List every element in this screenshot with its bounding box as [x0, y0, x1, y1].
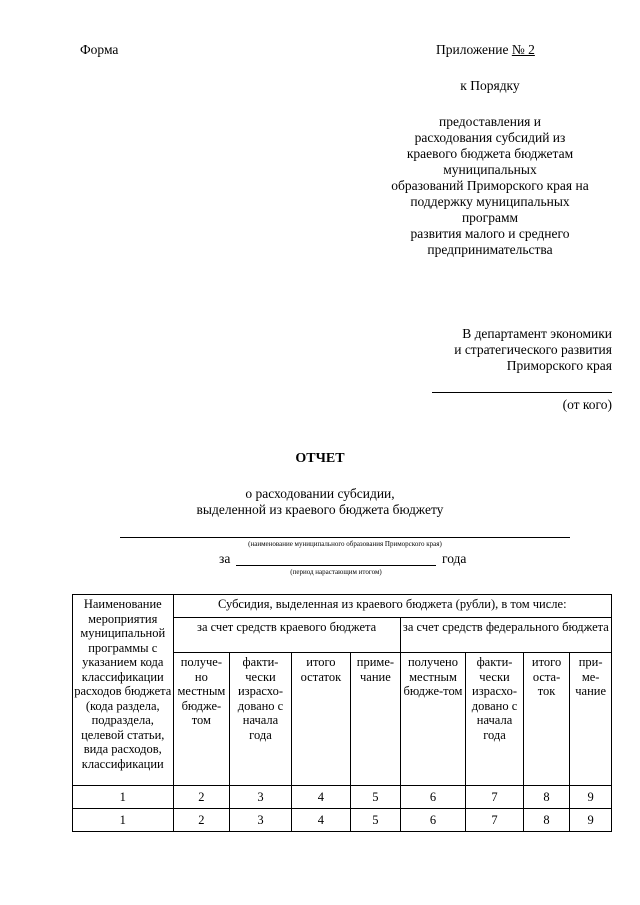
- municipality-caption: (наименование муниципального образования Приморского края): [248, 540, 442, 548]
- col-remainder-regional: итого остаток: [291, 653, 350, 786]
- purpose-block: [370, 114, 610, 258]
- report-subtitle: [0, 486, 640, 518]
- table-cell[interactable]: 1: [73, 786, 174, 809]
- table-cell[interactable]: 2: [173, 786, 230, 809]
- purpose-line: образований Приморского края на: [391, 178, 589, 193]
- form-label: Форма: [80, 42, 119, 57]
- table-cell[interactable]: 4: [291, 809, 350, 832]
- table-cell[interactable]: 5: [351, 786, 401, 809]
- purpose-line: программ: [461, 210, 519, 225]
- table-cell[interactable]: 1: [73, 809, 174, 832]
- purpose-line: краевого бюджета бюджетам: [406, 146, 574, 161]
- col-received-federal: получено местным бюдже-том: [400, 653, 466, 786]
- header-subsidy: Субсидия, выделенная из краевого бюджета (рубли), в том числе:: [173, 595, 612, 618]
- purpose-line: развития малого и среднего: [410, 226, 570, 241]
- col-remainder-federal: итого оста-ток: [523, 653, 569, 786]
- header-regional-budget: за счет средств краевого бюджета: [173, 618, 400, 653]
- purpose-line: муниципальных: [443, 162, 537, 177]
- recipient-line: и стратегического развития: [454, 342, 612, 357]
- table-cell[interactable]: 3: [230, 786, 291, 809]
- purpose-line: предпринимательства: [427, 242, 553, 257]
- period-za-label: за: [219, 551, 231, 566]
- subtitle-line: выделенной из краевого бюджета бюджету: [196, 502, 444, 517]
- to-order-label: к Порядку: [460, 78, 520, 93]
- purpose-line: предоставления и: [439, 114, 541, 129]
- recipient-line: В департамент экономики: [462, 326, 612, 341]
- purpose-line: расходования субсидий из: [414, 130, 566, 145]
- report-table: [72, 594, 612, 832]
- from-who-field-line[interactable]: [432, 392, 612, 393]
- table-cell[interactable]: 5: [351, 809, 401, 832]
- from-who-caption: (от кого): [562, 397, 612, 412]
- appendix-label: [436, 42, 535, 58]
- table-cell[interactable]: 9: [570, 786, 612, 809]
- col-spent-federal: факти-чески израсхо-довано с начала года: [466, 653, 524, 786]
- appendix-number: № 2: [511, 42, 535, 57]
- period-field-line[interactable]: [236, 565, 436, 566]
- table-cell[interactable]: 3: [230, 809, 291, 832]
- table-cell[interactable]: 7: [466, 809, 524, 832]
- purpose-line: поддержку муниципальных: [410, 194, 570, 209]
- table-cell[interactable]: 8: [523, 809, 569, 832]
- period-goda-label: года: [442, 551, 467, 566]
- table-cell[interactable]: 7: [466, 786, 524, 809]
- table-cell[interactable]: 9: [570, 809, 612, 832]
- header-federal-budget: за счет средств федерального бюджета: [400, 618, 611, 653]
- appendix-prefix: Приложение: [436, 42, 512, 57]
- col-note-federal: при-ме-чание: [570, 653, 612, 786]
- table-row: [73, 786, 612, 809]
- table-cell[interactable]: 6: [400, 786, 466, 809]
- table-cell[interactable]: 4: [291, 786, 350, 809]
- subtitle-line: о расходовании субсидии,: [245, 486, 395, 501]
- col-received-regional: получе-но местным бюдже-том: [173, 653, 230, 786]
- municipality-field-line[interactable]: [120, 537, 570, 538]
- col-spent-regional: факти-чески израсхо-довано с начала года: [230, 653, 291, 786]
- report-title: ОТЧЕТ: [295, 451, 345, 466]
- table-cell[interactable]: 8: [523, 786, 569, 809]
- table-cell[interactable]: 6: [400, 809, 466, 832]
- header-activity-name: Наименование мероприятия муниципальной программы с указанием кода классификации расходов бюджета (кода раздела, подраздела, целевой статьи, вида расходов, классификации: [73, 595, 174, 786]
- period-caption: (период нарастающим итогом): [290, 568, 382, 576]
- recipient-block: [400, 326, 612, 374]
- recipient-line: Приморского края: [506, 358, 612, 373]
- table-row: [73, 809, 612, 832]
- table-cell[interactable]: 2: [173, 809, 230, 832]
- col-note-regional: приме-чание: [351, 653, 401, 786]
